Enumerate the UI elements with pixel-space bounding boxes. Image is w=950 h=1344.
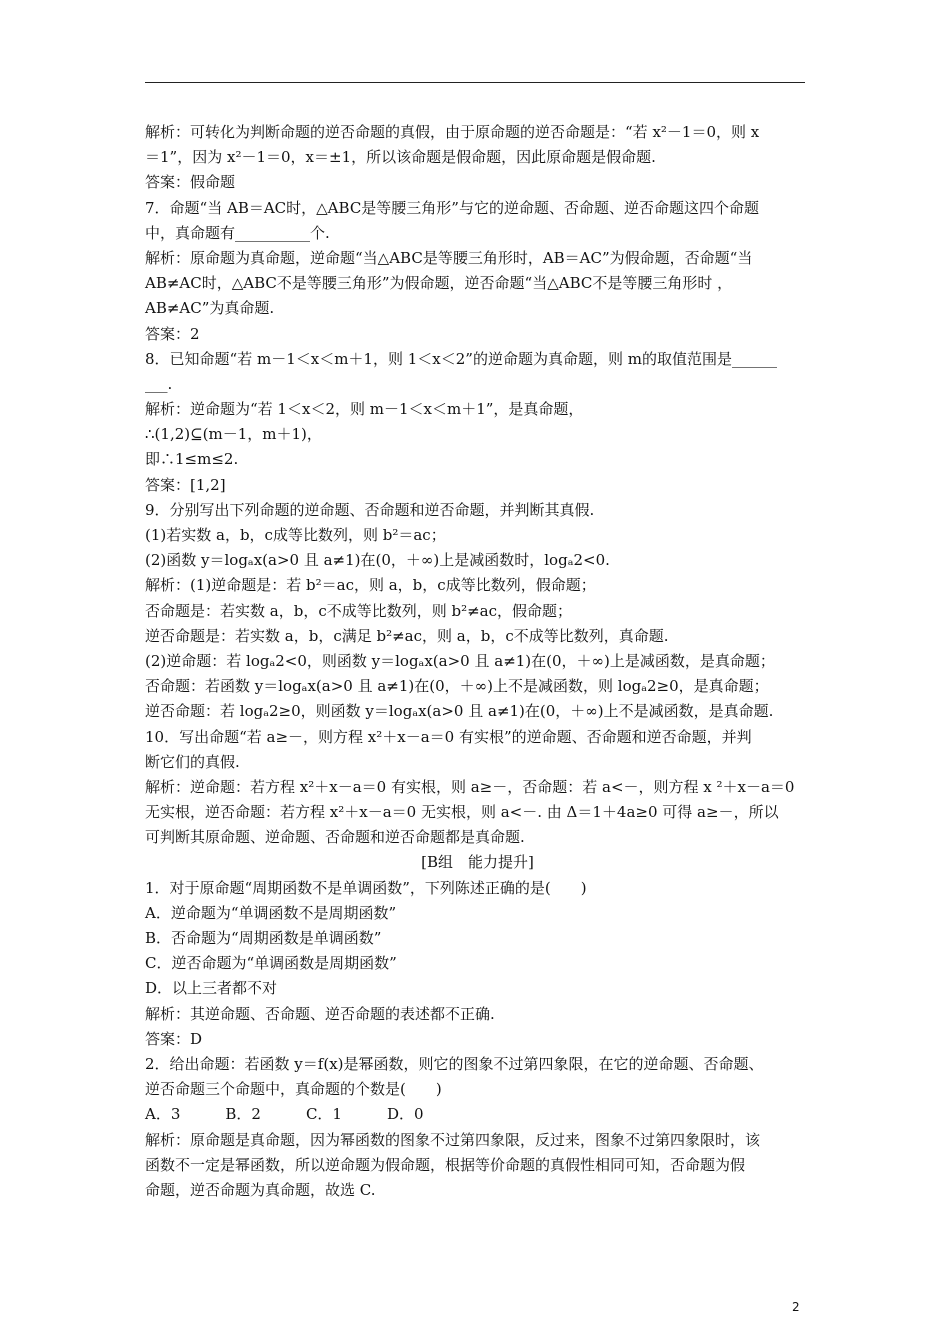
text-line: (1)若实数 a，b，c成等比数列，则 b²＝ac； [145,526,446,544]
text-line: 解析：逆命题：若方程 x²＋x－a＝0 有实根，则 a≥－，否命题：若 a<－，则方程 x ²＋x－a＝0 [145,777,795,796]
text-line: 否命题：若函数 y＝logₐx(a>0 且 a≠1)在(0，＋∞)上不是减函数，则 logₐ2≥0，是真命题； [145,677,769,696]
text-line: (2)函数 y＝logₐx(a>0 且 a≠1)在(0，＋∞)上是减函数时，logₐ2<0. [145,551,610,570]
option-a: A．逆命题为“单调函数不是周期函数” [145,903,397,922]
text-line: 逆否命题是：若实数 a，b，c满足 b²≠ac，则 a，b，c不成等比数列，真命题. [145,626,669,645]
text-line: 断它们的真假. [145,752,240,771]
text-line: ___. [145,374,173,393]
question-b1: 1．对于原命题“周期函数不是单调函数”，下列陈述正确的是( ) [145,878,587,897]
text-line: 无实根，逆否命题：若方程 x²＋x－a＝0 无实根，则 a<－. 由 Δ＝1＋4a≥0 可得 a≥－，所以 [145,803,779,822]
answer-line: 答案：2 [145,324,200,343]
question-7: 7．命题“当 AB＝AC时，△ABC是等腰三角形”与它的逆命题、否命题、逆否命题这四个命题 [145,198,759,217]
text-line: 解析：原命题为真命题，逆命题“当△ABC是等腰三角形时，AB＝AC”为假命题，否命题“当 [145,248,753,267]
text-line: 逆否命题：若 logₐ2≥0，则函数 y＝logₐx(a>0 且 a≠1)在(0，＋∞)上不是减函数，是真命题. [145,702,774,721]
page-number: 2 [792,1300,800,1314]
text-line: 命题，逆否命题为真命题，故选 C. [145,1180,376,1199]
text-line: AB≠AC时，△ABC不是等腰三角形”为假命题，逆否命题“当△ABC不是等腰三角形时 ， [145,274,733,293]
text-line: ∴(1,2)⊆(m－1，m＋1)， [145,425,322,444]
text-line: ＝1”，因为 x²－1＝0，x＝±1，所以该命题是假命题，因此原命题是假命题. [145,148,656,167]
question-b2: 2．给出命题：若函数 y＝f(x)是幂函数，则它的图象不过第四象限，在它的逆命题、否命题、 [145,1054,764,1073]
option-c: C．逆否命题为“单调函数是周期函数” [145,954,397,973]
text-line: 逆否命题三个命题中，真命题的个数是( ) [145,1080,442,1099]
text-line: 解析：逆命题为“若 1＜x＜2，则 m－1＜x＜m＋1”，是真命题， [145,400,584,419]
text-line: AB≠AC”为真命题. [145,299,275,318]
text-line: 解析：原命题是真命题，因为幂函数的图象不过第四象限，反过来，图象不过第四象限时，该 [145,1130,761,1149]
question-8: 8．已知命题“若 m－1＜x＜m＋1，则 1＜x＜2”的逆命题为真命题，则 m的取值范围是______ [145,349,777,368]
option-d: D．以上三者都不对 [145,979,278,998]
text-line: 解析：其逆命题、否命题、逆否命题的表述都不正确. [145,1004,495,1023]
option-b: B．否命题为“周期函数是单调函数” [145,929,382,947]
section-heading: [B组 能力提升] [421,853,534,872]
question-10: 10．写出命题“若 a≥－，则方程 x²＋x－a＝0 有实根”的逆命题、否命题和逆否命题，并判 [145,727,752,746]
header-rule [145,82,805,83]
text-line: 解析：可转化为判断命题的逆否命题的真假，由于原命题的逆否命题是：“若 x²－1＝0，则 x [145,123,760,141]
options-line: A．3 B．2 C．1 D．0 [145,1105,424,1124]
document-body [145,120,810,1203]
answer-line: 答案：[1,2] [145,475,226,494]
text-line: 即∴1≤m≤2. [145,450,239,469]
question-9: 9．分别写出下列命题的逆命题、否命题和逆否命题，并判断其真假. [145,500,595,519]
text-line: 中，真命题有__________个. [145,223,330,242]
text-line: (2)逆命题：若 logₐ2<0，则函数 y＝logₐx(a>0 且 a≠1)在(0，＋∞)上是减函数，是真命题； [145,651,775,670]
text-line: 函数不一定是幂函数，所以逆命题为假命题，根据等价命题的真假性相同可知，否命题为假 [145,1155,746,1174]
answer-line: 答案：假命题 [145,173,236,192]
answer-line: 答案：D [145,1029,203,1048]
text-line: 否命题是：若实数 a，b，c不成等比数列，则 b²≠ac，假命题； [145,601,573,620]
text-line: 解析：(1)逆命题是：若 b²＝ac，则 a，b，c成等比数列，假命题； [145,576,596,595]
text-line: 可判断其原命题、逆命题、否命题和逆否命题都是真命题. [145,828,525,847]
